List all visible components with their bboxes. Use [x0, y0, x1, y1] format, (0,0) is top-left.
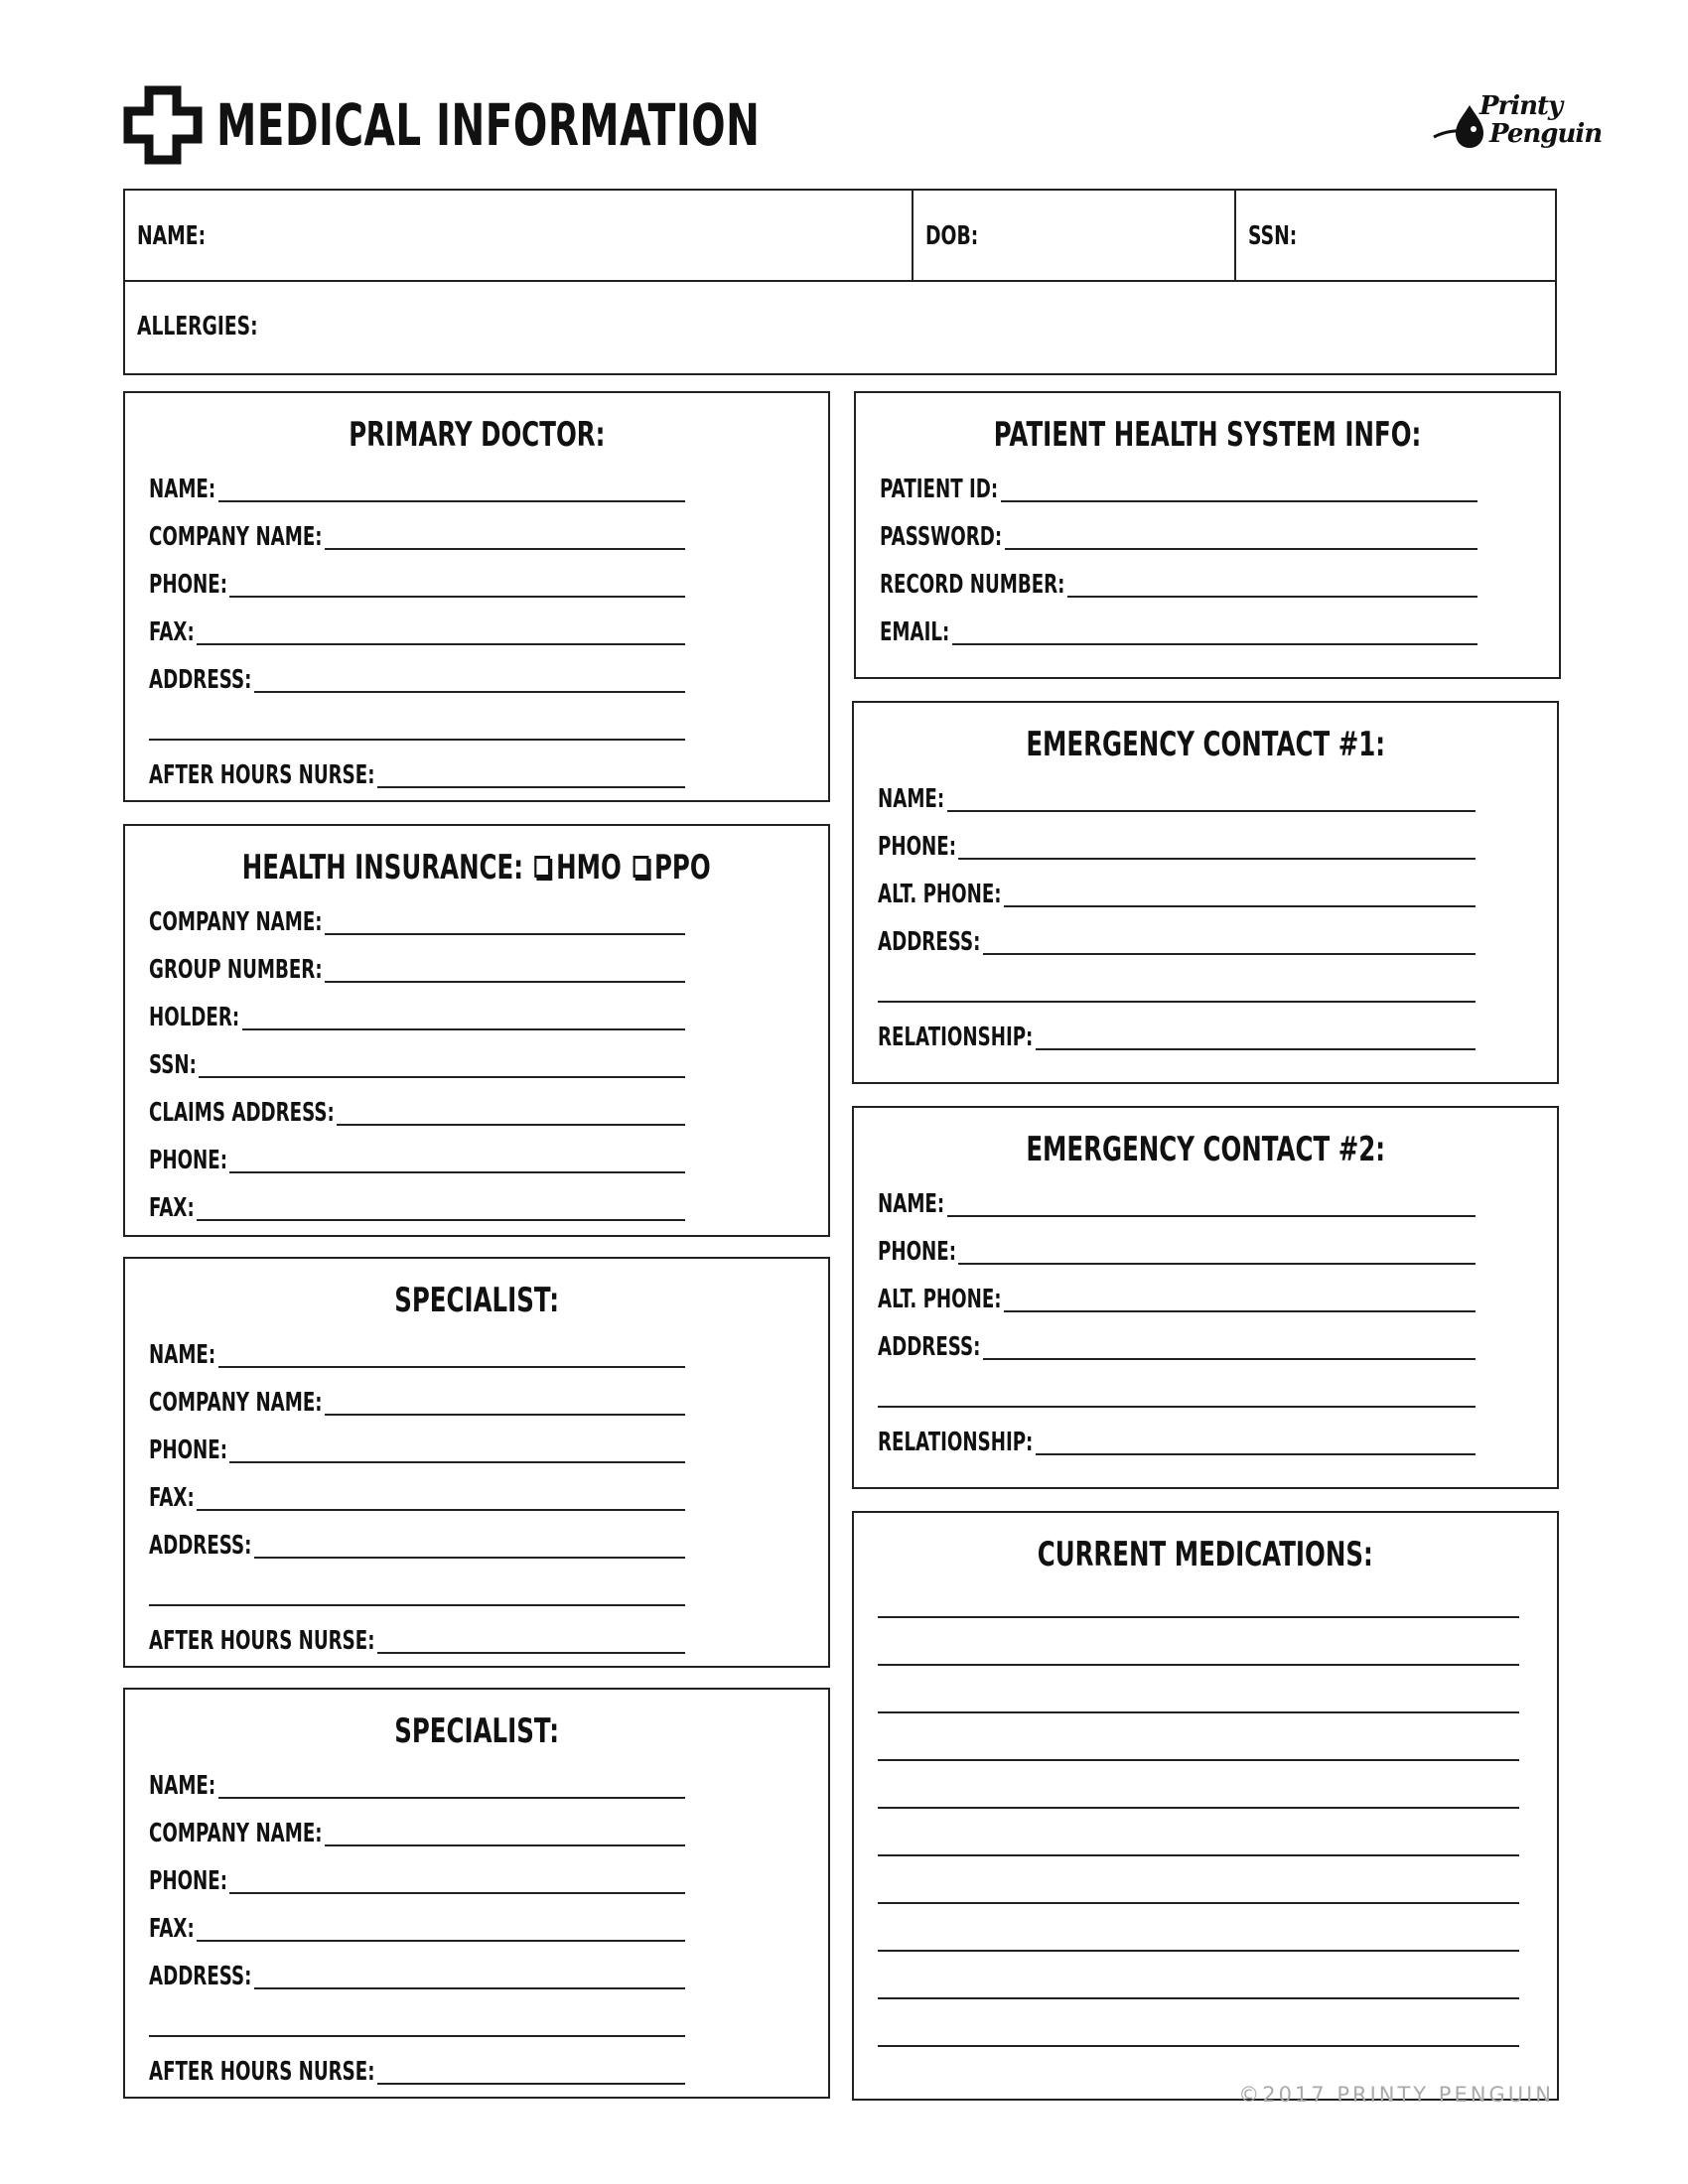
phone-label: PHONE:	[149, 570, 227, 600]
field-underline	[1001, 500, 1477, 502]
phone-field[interactable]	[149, 1858, 685, 1898]
dob-cell[interactable]	[914, 191, 1236, 282]
address-line-2[interactable]	[149, 2035, 685, 2037]
fax-label: FAX:	[149, 1914, 195, 1944]
ssn-field[interactable]	[149, 1042, 685, 1082]
field-underline	[377, 1652, 685, 1654]
field-underline	[218, 1797, 685, 1799]
patient-health-system-box	[854, 391, 1561, 679]
allergies-label: ALLERGIES:	[137, 312, 258, 341]
holder-field[interactable]	[149, 995, 685, 1034]
medication-line[interactable]	[878, 1664, 1519, 1666]
address-line-2[interactable]	[149, 739, 685, 741]
address-line-2[interactable]	[878, 1406, 1476, 1408]
dob-label: DOB:	[925, 221, 979, 251]
address-field[interactable]	[149, 1523, 685, 1563]
field-underline	[1004, 905, 1476, 907]
patient-info-row	[125, 191, 1555, 282]
phone-field[interactable]	[878, 1229, 1476, 1269]
alt-phone-label: ALT. PHONE:	[878, 880, 1002, 909]
field-underline	[325, 981, 685, 983]
medication-line[interactable]	[878, 1854, 1519, 1856]
name-label: NAME:	[149, 475, 216, 504]
section-title-text: EMERGENCY CONTACT #1:	[1026, 725, 1385, 764]
field-underline	[197, 1940, 685, 1942]
phone-field[interactable]	[878, 824, 1476, 864]
name-field[interactable]	[149, 467, 685, 506]
current-medications-box	[852, 1511, 1559, 2101]
phone-label: PHONE:	[149, 1146, 227, 1175]
field-underline	[218, 500, 685, 502]
name-label: NAME:	[149, 1340, 216, 1370]
fax-label: FAX:	[149, 1193, 195, 1223]
fax-field[interactable]	[149, 1185, 685, 1225]
medication-line[interactable]	[878, 1902, 1519, 1904]
medication-line[interactable]	[878, 1997, 1519, 1999]
field-underline	[325, 1414, 685, 1416]
field-underline	[983, 1358, 1476, 1360]
phone-field[interactable]	[149, 562, 685, 602]
phone-label: PHONE:	[149, 1435, 227, 1465]
section-title	[125, 1281, 828, 1320]
name-field[interactable]	[878, 1181, 1476, 1221]
address-label: ADDRESS:	[878, 1332, 981, 1362]
medication-line[interactable]	[878, 1711, 1519, 1713]
medication-line[interactable]	[878, 1807, 1519, 1809]
brand-name-line1: Printy	[1479, 91, 1563, 121]
health-insurance-box	[123, 824, 830, 1237]
record-number-field[interactable]	[880, 562, 1477, 602]
field-underline	[242, 1028, 685, 1030]
address-field[interactable]	[878, 1324, 1476, 1364]
section-title-text: EMERGENCY CONTACT #2:	[1026, 1130, 1385, 1169]
section-title-text: SPECIALIST:	[394, 1281, 559, 1320]
after-hours-nurse-label: AFTER HOURS NURSE:	[149, 2057, 375, 2087]
field-underline	[229, 1892, 685, 1894]
specialist-box-2	[123, 1688, 830, 2099]
field-underline	[254, 1557, 685, 1559]
field-underline	[1005, 548, 1477, 550]
company-name-label: COMPANY NAME:	[149, 1819, 323, 1848]
patient-id-label: PATIENT ID:	[880, 475, 999, 504]
address-label: ADDRESS:	[149, 665, 252, 695]
field-underline	[199, 1076, 685, 1078]
name-field[interactable]	[149, 1763, 685, 1803]
field-underline	[1036, 1048, 1476, 1050]
address-label: ADDRESS:	[149, 1962, 252, 1991]
address-line-2[interactable]	[878, 1001, 1476, 1003]
field-underline	[254, 1987, 685, 1989]
claims-address-label: CLAIMS ADDRESS:	[149, 1098, 335, 1128]
section-title-text: PATIENT HEALTH SYSTEM INFO:	[993, 415, 1422, 455]
field-underline	[325, 933, 685, 935]
field-underline	[947, 810, 1476, 812]
field-underline	[218, 1366, 685, 1368]
alt-phone-field[interactable]	[878, 1277, 1476, 1316]
section-title	[125, 415, 828, 455]
section-title-text: SPECIALIST:	[394, 1711, 559, 1751]
medication-line[interactable]	[878, 2045, 1519, 2047]
section-title-text: CURRENT MEDICATIONS:	[1037, 1535, 1374, 1574]
address-line-2[interactable]	[149, 1604, 685, 1606]
section-title	[125, 848, 828, 887]
medication-line[interactable]	[878, 1616, 1519, 1618]
address-field[interactable]	[149, 657, 685, 697]
hmo-label: HMO	[556, 848, 623, 887]
section-title	[856, 415, 1559, 455]
ppo-label: PPO	[654, 848, 711, 887]
specialist-box-1	[123, 1257, 830, 1668]
phone-label: PHONE:	[149, 1866, 227, 1896]
alt-phone-field[interactable]	[878, 872, 1476, 911]
ssn-cell[interactable]	[1236, 191, 1555, 282]
company-name-field[interactable]	[149, 1380, 685, 1420]
relationship-field[interactable]	[878, 1420, 1476, 1459]
field-underline	[197, 643, 685, 645]
claims-address-field[interactable]	[149, 1090, 685, 1130]
field-underline	[197, 1219, 685, 1221]
record-number-label: RECORD NUMBER:	[880, 570, 1065, 600]
password-label: PASSWORD:	[880, 522, 1003, 552]
relationship-field[interactable]	[878, 1015, 1476, 1054]
field-underline	[337, 1124, 685, 1126]
primary-doctor-box	[123, 391, 830, 802]
after-hours-nurse-label: AFTER HOURS NURSE:	[149, 760, 375, 790]
field-underline	[229, 1461, 685, 1463]
field-underline	[229, 596, 685, 598]
email-label: EMAIL:	[880, 617, 950, 647]
name-field[interactable]	[149, 1332, 685, 1372]
medication-line[interactable]	[878, 1759, 1519, 1761]
phone-field[interactable]	[149, 1428, 685, 1467]
hmo-checkbox[interactable]	[535, 856, 551, 878]
emergency-contact-1-box	[852, 701, 1559, 1084]
fax-label: FAX:	[149, 617, 195, 647]
field-underline	[1036, 1453, 1476, 1455]
phone-label: PHONE:	[878, 1237, 956, 1267]
section-title-text: HEALTH INSURANCE:	[242, 848, 524, 887]
field-underline	[254, 691, 685, 693]
address-label: ADDRESS:	[149, 1531, 252, 1561]
after-hours-nurse-field[interactable]	[149, 752, 685, 792]
field-underline	[1004, 1310, 1476, 1312]
field-underline	[958, 1263, 1476, 1265]
name-cell[interactable]	[125, 191, 914, 282]
email-field[interactable]	[880, 610, 1477, 649]
company-name-field[interactable]	[149, 899, 685, 939]
company-name-label: COMPANY NAME:	[149, 1388, 323, 1418]
address-label: ADDRESS:	[878, 927, 981, 957]
fax-field[interactable]	[149, 610, 685, 649]
name-label: NAME:	[878, 1189, 945, 1219]
field-underline	[952, 643, 1477, 645]
ssn-label: SSN:	[1248, 221, 1298, 251]
section-title	[854, 1535, 1557, 1574]
patient-id-field[interactable]	[880, 467, 1477, 506]
company-name-field[interactable]	[149, 514, 685, 554]
after-hours-nurse-field[interactable]	[149, 1618, 685, 1658]
emergency-contact-2-box	[852, 1106, 1559, 1489]
section-title-text: PRIMARY DOCTOR:	[348, 415, 606, 455]
field-underline	[325, 548, 685, 550]
group-number-label: GROUP NUMBER:	[149, 955, 323, 985]
field-underline	[983, 953, 1476, 955]
ppo-checkbox[interactable]	[633, 856, 649, 878]
name-label: NAME:	[137, 221, 207, 251]
address-field[interactable]	[878, 919, 1476, 959]
phone-label: PHONE:	[878, 832, 956, 862]
field-underline	[958, 858, 1476, 860]
field-underline	[325, 1844, 685, 1846]
company-name-label: COMPANY NAME:	[149, 522, 323, 552]
fax-label: FAX:	[149, 1483, 195, 1513]
section-title	[854, 1130, 1557, 1169]
field-underline	[197, 1509, 685, 1511]
medication-line[interactable]	[878, 1950, 1519, 1952]
field-underline	[377, 786, 685, 788]
address-field[interactable]	[149, 1954, 685, 1993]
password-field[interactable]	[880, 514, 1477, 554]
field-underline	[229, 1171, 685, 1173]
name-label: NAME:	[878, 784, 945, 814]
medical-cross-icon	[123, 85, 203, 165]
company-name-label: COMPANY NAME:	[149, 907, 323, 937]
company-name-field[interactable]	[149, 1811, 685, 1850]
field-underline	[1067, 596, 1477, 598]
alt-phone-label: ALT. PHONE:	[878, 1285, 1002, 1314]
brand-logo	[1430, 91, 1603, 161]
group-number-field[interactable]	[149, 947, 685, 987]
fax-field[interactable]	[149, 1906, 685, 1946]
page-title: MEDICAL INFORMATION	[216, 91, 761, 159]
copyright-text: ©2017 PRINTY PENGUIN	[1238, 2083, 1554, 2107]
fax-field[interactable]	[149, 1475, 685, 1515]
field-underline	[947, 1215, 1476, 1217]
field-underline	[377, 2083, 685, 2085]
holder-label: HOLDER:	[149, 1003, 240, 1032]
relationship-label: RELATIONSHIP:	[878, 1023, 1034, 1052]
relationship-label: RELATIONSHIP:	[878, 1428, 1034, 1457]
brand-name-line2: Penguin	[1489, 119, 1603, 149]
name-label: NAME:	[149, 1771, 216, 1801]
allergies-cell[interactable]	[125, 282, 1555, 373]
phone-field[interactable]	[149, 1138, 685, 1177]
after-hours-nurse-field[interactable]	[149, 2049, 685, 2089]
ssn-label: SSN:	[149, 1050, 197, 1080]
section-title	[125, 1711, 828, 1751]
after-hours-nurse-label: AFTER HOURS NURSE:	[149, 1626, 375, 1656]
name-field[interactable]	[878, 776, 1476, 816]
patient-info-table	[123, 189, 1557, 375]
section-title	[854, 725, 1557, 764]
